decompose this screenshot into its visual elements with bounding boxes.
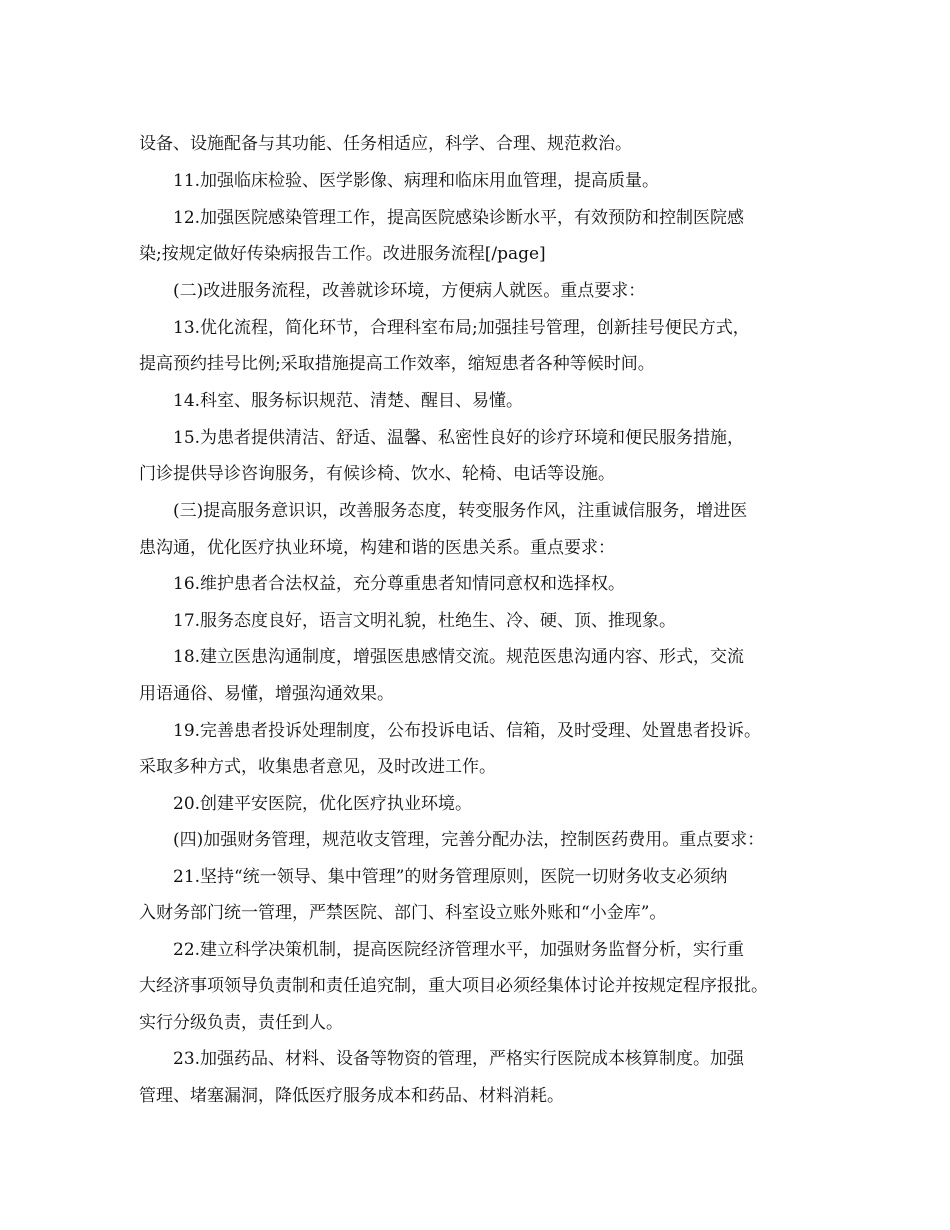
list-item-21: 21.坚持“统一领导、集中管理”的财务管理原则，医院一切财务收支必须纳 [173, 867, 728, 887]
list-item-23-cont: 管理、堵塞漏洞，降低医疗服务成本和药品、材料消耗。 [139, 1086, 564, 1106]
list-item-12-cont: 染;按规定做好传染病报告工作。改进服务流程[/page] [139, 244, 546, 264]
list-item-13-cont: 提高预约挂号比例;采取措施提高工作效率，缩短患者各种等候时间。 [139, 354, 655, 374]
list-item-14: 14.科室、服务标识规范、清楚、醒目、易懂。 [173, 391, 524, 411]
list-item-15-cont: 门诊提供导诊咨询服务，有候诊椅、饮水、轮椅、电话等设施。 [139, 464, 615, 484]
list-item-21-cont: 入财务部门统一管理，严禁医院、部门、科室设立账外账和“小金库”。 [139, 903, 667, 923]
list-item-17: 17.服务态度良好，语言文明礼貌，杜绝生、冷、硬、顶、推现象。 [173, 611, 677, 631]
section-heading-3: (三)提高服务意识识，改善服务态度，转变服务作风，注重诚信服务，增进医 [173, 501, 748, 521]
list-item-12: 12.加强医院感染管理工作，提高医院感染诊断水平，有效预防和控制医院感 [173, 208, 745, 228]
list-item-19-cont: 采取多种方式，收集患者意见，及时改进工作。 [139, 757, 496, 777]
section-heading-2: (二)改进服务流程，改善就诊环境，方便病人就医。重点要求： [173, 281, 646, 301]
list-item-22: 22.建立科学决策机制，提高医院经济管理水平，加强财务监督分析，实行重 [173, 940, 745, 960]
body-text-line: 设备、设施配备与其功能、任务相适应，科学、合理、规范救治。 [139, 134, 632, 154]
list-item-18: 18.建立医患沟通制度，增强医患感情交流。规范医患沟通内容、形式，交流 [173, 647, 745, 667]
list-item-22-cont: 大经济事项领导负责制和责任追究制，重大项目必须经集体讨论并按规定程序报批。 [139, 976, 768, 996]
list-item-16: 16.维护患者合法权益，充分尊重患者知情同意权和选择权。 [173, 574, 626, 594]
list-item-20: 20.创建平安医院，优化医疗执业环境。 [173, 794, 473, 814]
list-item-13: 13.优化流程，简化环节，合理科室布局;加强挂号管理，创新挂号便民方式， [173, 318, 750, 338]
list-item-15: 15.为患者提供清洁、舒适、温馨、私密性良好的诊疗环境和便民服务措施， [173, 428, 745, 448]
list-item-11: 11.加强临床检验、医学影像、病理和临床用血管理，提高质量。 [173, 171, 660, 191]
section-heading-4: (四)加强财务管理，规范收支管理，完善分配办法，控制医药费用。重点要求： [173, 830, 765, 850]
list-item-18-cont: 用语通俗、易懂，增强沟通效果。 [139, 684, 394, 704]
list-item-23: 23.加强药品、材料、设备等物资的管理，严格实行医院成本核算制度。加强 [173, 1049, 745, 1069]
list-item-22-cont2: 实行分级负责，责任到人。 [139, 1013, 343, 1033]
list-item-19: 19.完善患者投诉处理制度，公布投诉电话、信箱，及时受理、处置患者投诉。 [173, 721, 762, 741]
section-heading-3-cont: 患沟通，优化医疗执业环境，构建和谐的医患关系。重点要求： [139, 538, 615, 558]
